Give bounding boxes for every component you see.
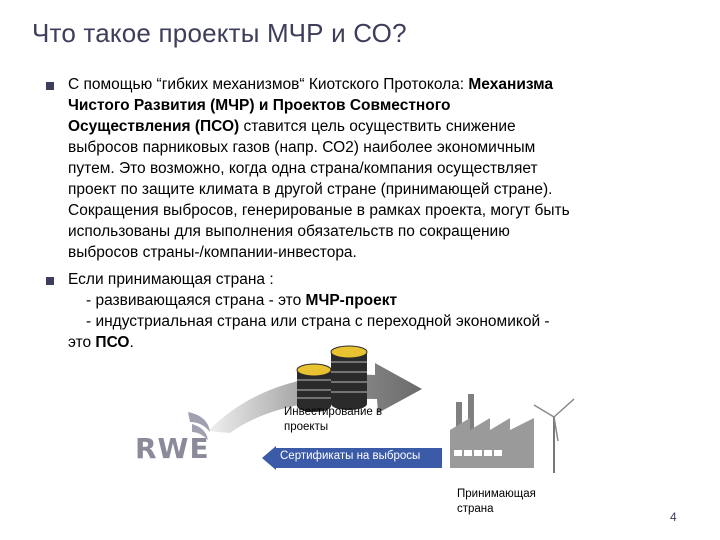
slide-title: Что такое проекты МЧР и СО? (32, 18, 407, 48)
text-line-bold: Чистого Развития (МЧР) и Проектов Совместного (68, 97, 451, 114)
text-line: выбросов страны-/компании-инвестора. (68, 244, 357, 261)
investment-label-line: Инвестирование в (284, 406, 383, 418)
text-run: это (68, 334, 96, 351)
text-line: использованы для выполнения обязательств по сокращению (68, 223, 510, 240)
text-run: - развивающаяся страна - это (86, 292, 306, 309)
bullet-2-text (68, 269, 698, 353)
text-run-bold: Осуществления (ПСО) (68, 118, 240, 135)
wind-turbine-icon (530, 395, 580, 475)
certificates-label: Сертификаты на выбросы (280, 450, 421, 462)
text-run-bold: Механизма (468, 76, 554, 93)
text-run: . (129, 334, 134, 351)
coins-stack-icon (293, 340, 371, 414)
page-number: 4 (670, 510, 677, 524)
text-run-bold: МЧР-проект (305, 292, 398, 309)
host-label-line: Принимающая (457, 488, 536, 500)
investment-label (284, 405, 434, 435)
bullet-marker-2 (46, 277, 54, 285)
text-line: путем. Это возможно, когда одна страна/компания осуществляет (68, 160, 538, 177)
text-run: С помощью “гибких механизмов“ Киотского Протокола: (68, 76, 469, 93)
host-country-label (457, 487, 536, 517)
text-line: выбросов парниковых газов (напр. СО2) наиболее экономичным (68, 139, 536, 156)
text-line: Если принимающая страна : (68, 271, 274, 288)
text-line: - индустриальная страна или страна с переходной экономикой - (86, 313, 550, 330)
text-run: ставится цель осуществить снижение (239, 118, 516, 135)
text-run-bold: ПСО (95, 334, 130, 351)
investor-logo-text: RWE (135, 432, 210, 465)
host-label-line: страна (457, 503, 494, 515)
factory-icon (448, 380, 538, 470)
text-line: Сокращения выбросов, генерированые в рамках проекта, могут быть (68, 202, 570, 219)
bullet-1-text (68, 74, 698, 263)
text-line: проект по защите климата в другой стране (принимающей стране). (68, 181, 553, 198)
bullet-marker-1 (46, 82, 54, 90)
investment-label-line: проекты (284, 421, 329, 433)
